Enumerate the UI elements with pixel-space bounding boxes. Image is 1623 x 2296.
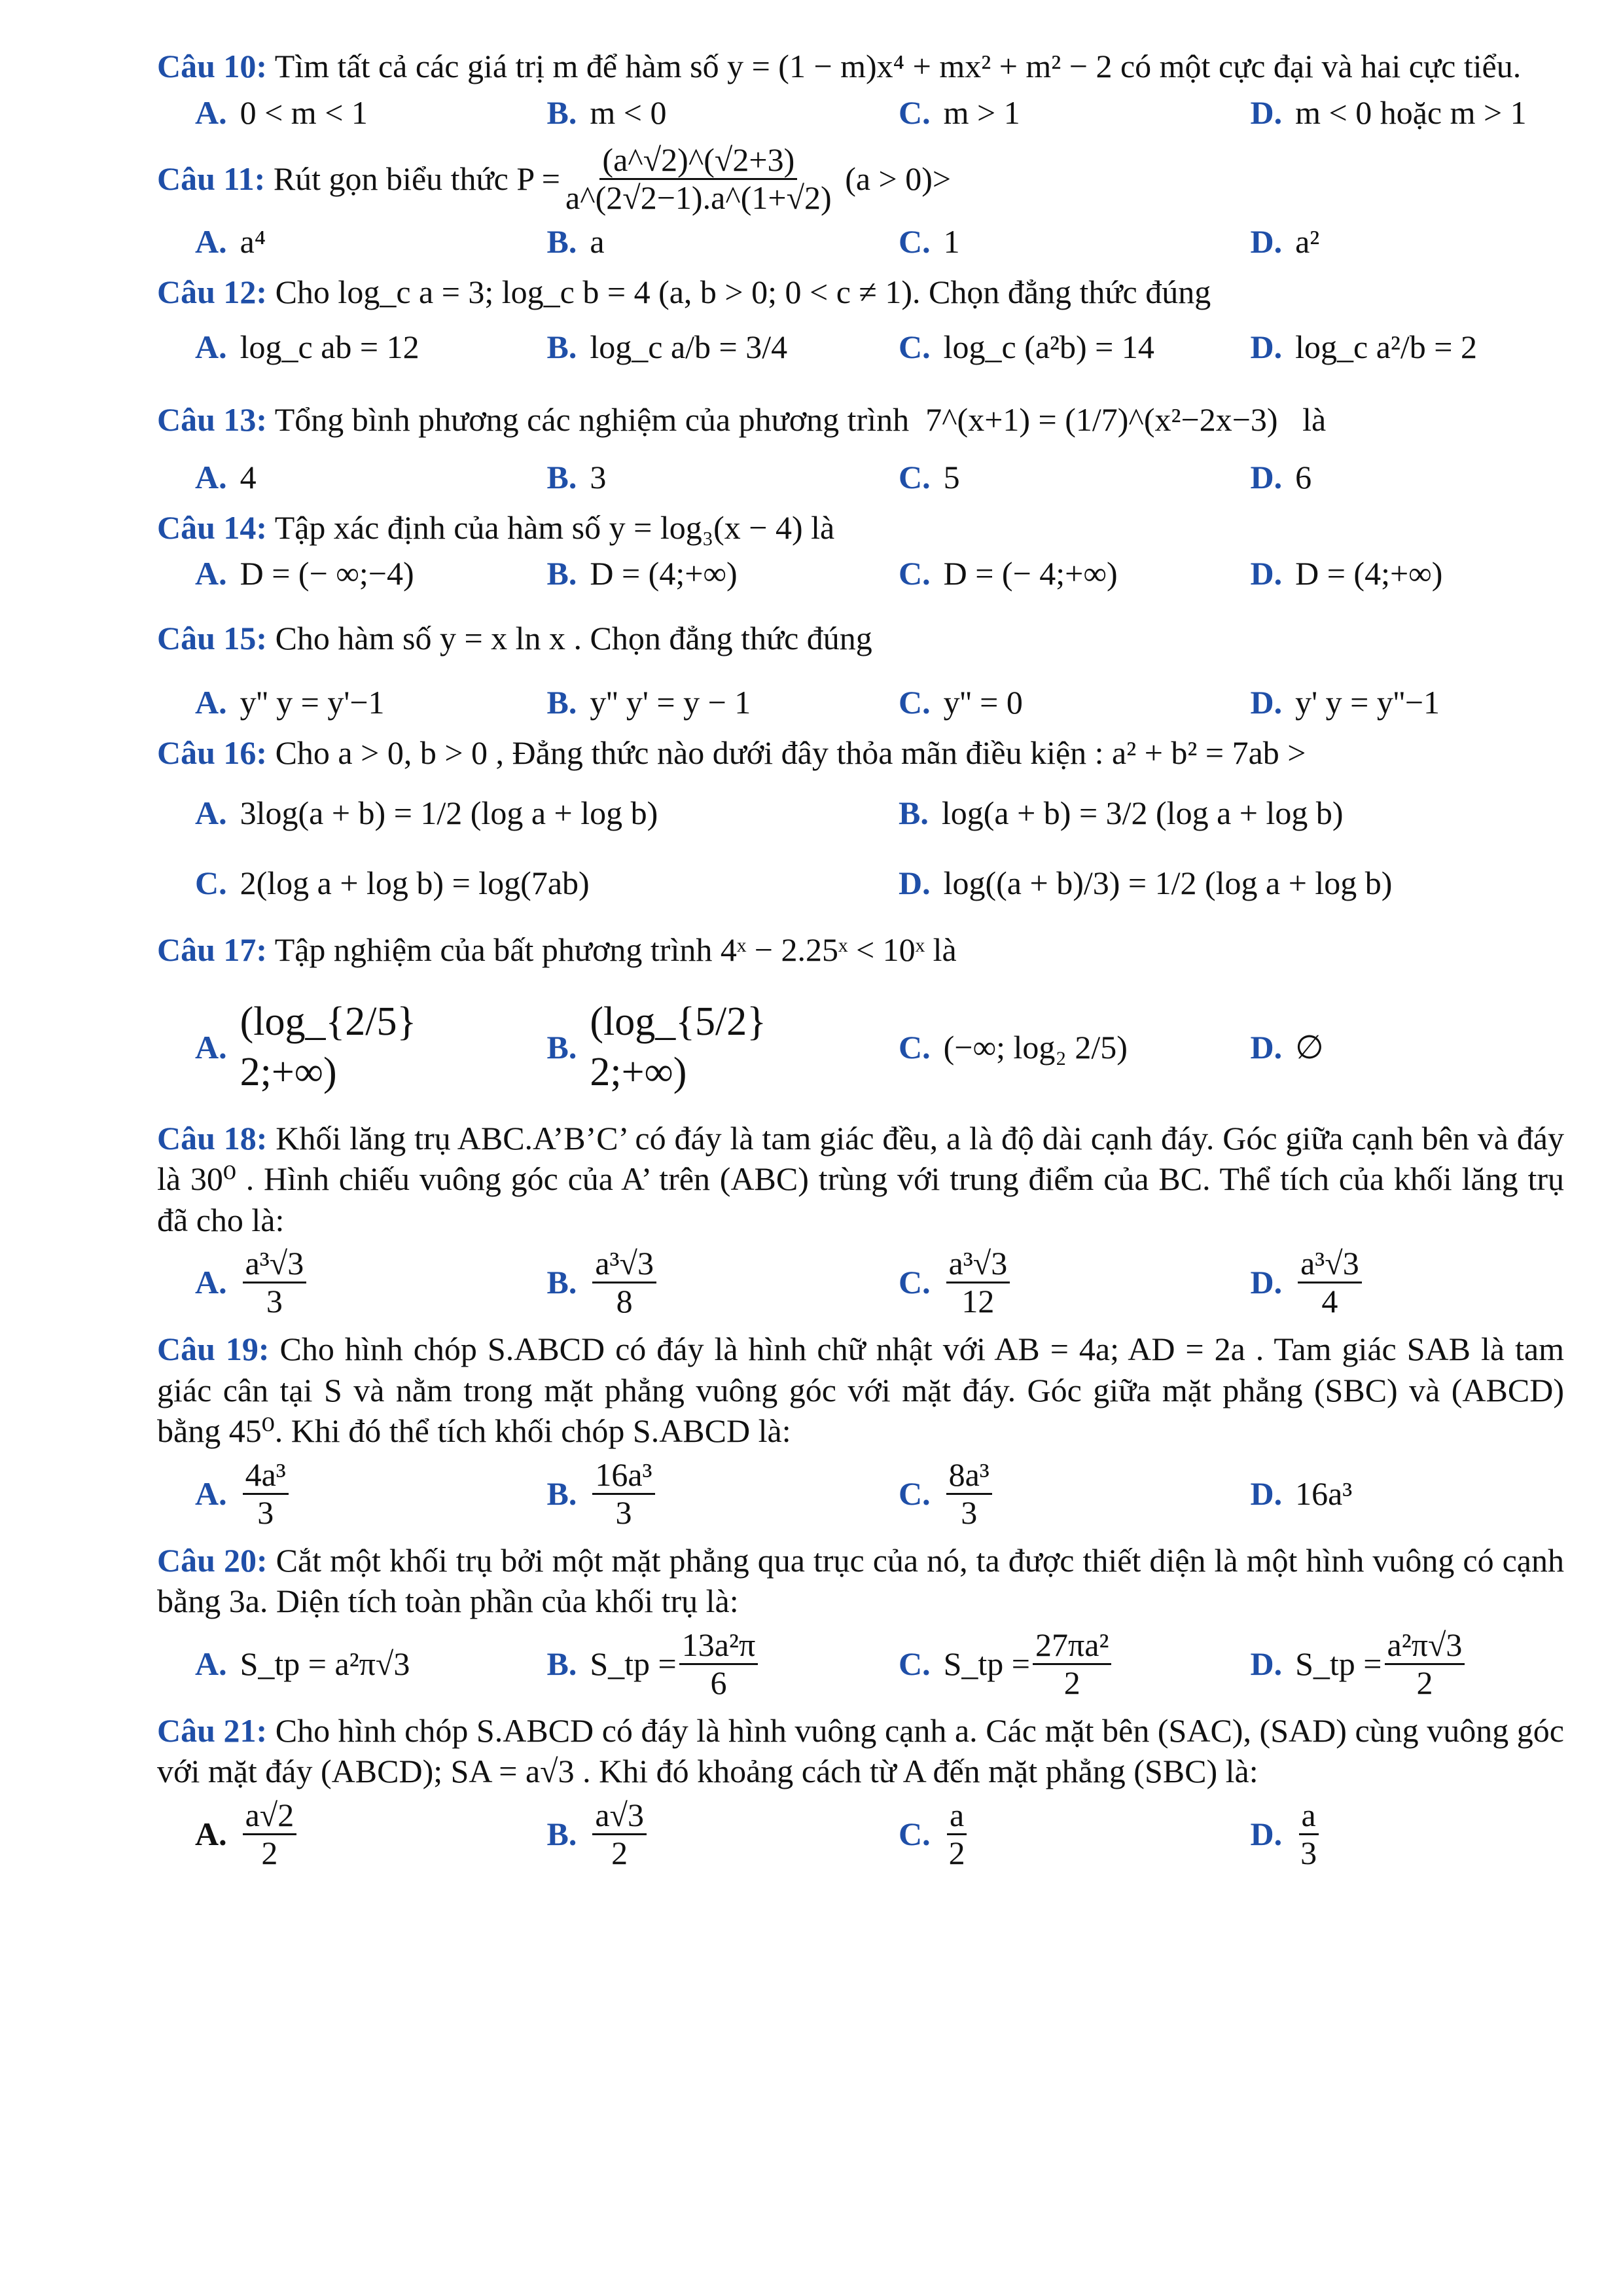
option-b[interactable]: B. D = (4;+∞) xyxy=(546,555,738,592)
question-number: Câu 11: xyxy=(157,160,266,198)
option-a[interactable]: A. (log_{2/5} 2;+∞) xyxy=(195,999,417,1094)
option-d[interactable]: D. D = (4;+∞) xyxy=(1250,555,1443,592)
option-d[interactable]: D. $\frac{a}{3}$ xyxy=(1213,1797,1565,1871)
option-b[interactable]: B. S_tp = $\frac{\text{13a²π}}{6}$ xyxy=(509,1627,861,1701)
option-b[interactable]: B. $\frac{a√3}{2}$ xyxy=(509,1797,861,1871)
option-d[interactable]: D. ∅ xyxy=(1250,1028,1324,1066)
exam-page xyxy=(157,46,1564,1874)
question-16 xyxy=(157,732,1564,904)
option-b[interactable]: B. m < 0 xyxy=(546,94,667,131)
question-14 xyxy=(157,507,1564,594)
question-text: Rút gọn biểu thức xyxy=(273,160,508,198)
question-17 xyxy=(157,929,1564,1098)
option-a[interactable]: A. a⁴ xyxy=(195,223,266,260)
question-20 xyxy=(157,1540,1564,1701)
question-number: Câu 10: xyxy=(157,48,268,84)
question-text: Khối lăng trụ ABC.A’B’C’ có đáy là tam giác đều, a là độ dài cạnh đáy. Góc giữa cạnh bên và đáy là 30⁰ . Hình chiếu vuông góc của A’ trên (ABC) trùng với trung điểm của BC. Thể tích của khối lăng trụ đã cho là: xyxy=(157,1119,1565,1238)
formula-tail: (a > 0)> xyxy=(845,160,952,198)
option-a[interactable]: A. $\frac{\text{4a³}}{3}$ xyxy=(157,1457,509,1531)
option-c[interactable]: C. 2(log a + log b) = log(7ab) xyxy=(195,864,590,901)
option-d[interactable]: D. m < 0 hoặc m > 1 xyxy=(1250,94,1527,131)
option-b[interactable]: B. $\frac{\text{16a³}}{3}$ xyxy=(509,1457,861,1531)
question-number: Câu 17: xyxy=(157,931,268,968)
option-c[interactable]: C. S_tp = $\frac{\text{27πa²}}{2}$ xyxy=(861,1627,1213,1701)
question-text: Tìm tất cả các giá trị m để hàm số y = (1 − m)x⁴ + mx² + m² − 2 có một cực đại và hai cực tiểu. xyxy=(274,48,1522,84)
option-a[interactable]: A. y'' y = y'−1 xyxy=(195,684,385,721)
option-d[interactable]: D. 6 xyxy=(1250,459,1312,495)
question-number: Câu 19: xyxy=(157,1331,270,1367)
question-18 xyxy=(157,1118,1564,1320)
question-number: Câu 18: xyxy=(157,1119,268,1157)
question-number: Câu 12: xyxy=(157,273,268,310)
option-a[interactable]: A. $\frac{a√2}{2}$ xyxy=(157,1797,509,1871)
option-c[interactable]: C. m > 1 xyxy=(899,94,1020,131)
question-12 xyxy=(157,272,1564,368)
option-b[interactable]: B. log_c a/b = 3/4 xyxy=(546,329,788,365)
option-a[interactable]: A. $\frac{\text{a³√3}}{3}$ xyxy=(157,1246,509,1319)
option-d[interactable]: D. $\frac{\text{a³√3}}{4}$ xyxy=(1213,1246,1565,1319)
question-text: Tập nghiệm của bất phương trình 4ˣ − 2.25ˣ < 10ˣ là xyxy=(274,931,957,968)
option-c[interactable]: C. $\frac{\text{8a³}}{3}$ xyxy=(861,1457,1213,1531)
option-d[interactable]: D. 16a³ xyxy=(1250,1475,1353,1512)
question-number: Câu 15: xyxy=(157,619,268,656)
option-c[interactable]: C. $\frac{\text{a³√3}}{12}$ xyxy=(861,1246,1213,1319)
question-number: Câu 13: xyxy=(157,401,268,438)
option-c[interactable]: C. $\frac{a}{2}$ xyxy=(861,1797,1213,1871)
option-c[interactable]: C. 1 xyxy=(899,223,960,260)
question-10 xyxy=(157,46,1564,133)
option-b[interactable]: B. $\frac{\text{a³√3}}{8}$ xyxy=(509,1246,861,1319)
question-text: Cho hàm số y = x ln x . Chọn đẳng thức đúng xyxy=(275,619,872,656)
option-a[interactable]: A. 3log(a + b) = 1/2 (log a + log b) xyxy=(195,795,658,831)
question-21 xyxy=(157,1710,1564,1871)
option-a[interactable]: A. D = (− ∞;−4) xyxy=(195,555,414,592)
option-c[interactable]: C. y'' = 0 xyxy=(899,684,1023,721)
option-a[interactable]: A. 0 < m < 1 xyxy=(195,94,368,131)
formula-fraction: $\frac{(a\^{}√2)\^{}(√2+3)}{a\^{}(2√2-1).a\^{}(1+√2)}$ xyxy=(565,141,832,216)
option-d[interactable]: D. log((a + b)/3) = 1/2 (log a + log b) xyxy=(899,864,1393,901)
option-a[interactable]: A. log_c ab = 12 xyxy=(195,329,419,365)
option-b[interactable]: B. (log_{5/2} 2;+∞) xyxy=(546,999,766,1094)
option-d[interactable]: D. y' y = y''−1 xyxy=(1250,684,1440,721)
question-text: Cho hình chóp S.ABCD có đáy là hình chữ nhật với AB = 4a; AD = 2a . Tam giác SAB là tam giác cân tại S và nằm trong mặt phẳng vuông góc với mặt đáy. Góc giữa mặt phẳng (SBC) và (ABCD) bằng 45⁰. Khi đó thể tích khối chóp S.ABCD là: xyxy=(157,1331,1564,1449)
question-15 xyxy=(157,618,1564,723)
option-c[interactable]: C. log_c (a²b) = 14 xyxy=(899,329,1154,365)
option-c[interactable]: C. (−∞; log₂ 2/5) xyxy=(899,1028,1128,1066)
formula-lhs: P = xyxy=(516,160,560,198)
question-number: Câu 14: xyxy=(157,509,268,546)
option-b[interactable]: B. 3 xyxy=(546,459,607,495)
question-text: Cắt một khối trụ bởi một mặt phẳng qua trục của nó, ta được thiết diện là một hình vuông có cạnh bằng 3a. Diện tích toàn phần của khối trụ là: xyxy=(157,1541,1564,1619)
option-b[interactable]: B. a xyxy=(546,223,605,260)
option-d[interactable]: D. a² xyxy=(1250,223,1320,260)
option-b[interactable]: B. log(a + b) = 3/2 (log a + log b) xyxy=(899,795,1344,831)
question-11 xyxy=(157,142,1564,262)
option-b[interactable]: B. y'' y' = y − 1 xyxy=(546,684,751,721)
option-c[interactable]: C. 5 xyxy=(899,459,960,495)
option-c[interactable]: C. D = (− 4;+∞) xyxy=(899,555,1118,592)
option-d[interactable]: D. S_tp = $\frac{\text{a²π√3}}{2}$ xyxy=(1213,1627,1565,1701)
question-19 xyxy=(157,1329,1564,1531)
question-number: Câu 20: xyxy=(157,1541,268,1579)
option-d[interactable]: D. log_c a²/b = 2 xyxy=(1250,329,1477,365)
option-a[interactable]: A. 4 xyxy=(195,459,257,495)
question-13 xyxy=(157,399,1564,498)
question-text: Cho log_c a = 3; log_c b = 4 (a, b > 0; 0 < c ≠ 1). Chọn đẳng thức đúng xyxy=(275,273,1211,310)
equation: 7^(x+1) = (1/7)^(x²−2x−3) xyxy=(925,401,1278,438)
option-a[interactable]: A. S_tp = a²π√3 xyxy=(195,1645,410,1682)
question-text: Tập xác định của hàm số y = log₃(x − 4) là xyxy=(274,509,835,546)
question-text: Tổng bình phương các nghiệm của phương trình xyxy=(274,401,910,438)
question-number: Câu 16: xyxy=(157,734,268,771)
question-text: Cho hình chóp S.ABCD có đáy là hình vuông cạnh a. Các mặt bên (SAC), (SAD) cùng vuông góc với mặt đáy (ABCD); SA = a√3 . Khi đó khoảng cách từ A đến mặt phẳng (SBC) là: xyxy=(157,1712,1564,1789)
question-tail: là xyxy=(1302,401,1327,438)
question-number: Câu 21: xyxy=(157,1712,268,1749)
question-text: Cho a > 0, b > 0 , Đẳng thức nào dưới đây thỏa mãn điều kiện : a² + b² = 7ab > xyxy=(275,734,1306,771)
